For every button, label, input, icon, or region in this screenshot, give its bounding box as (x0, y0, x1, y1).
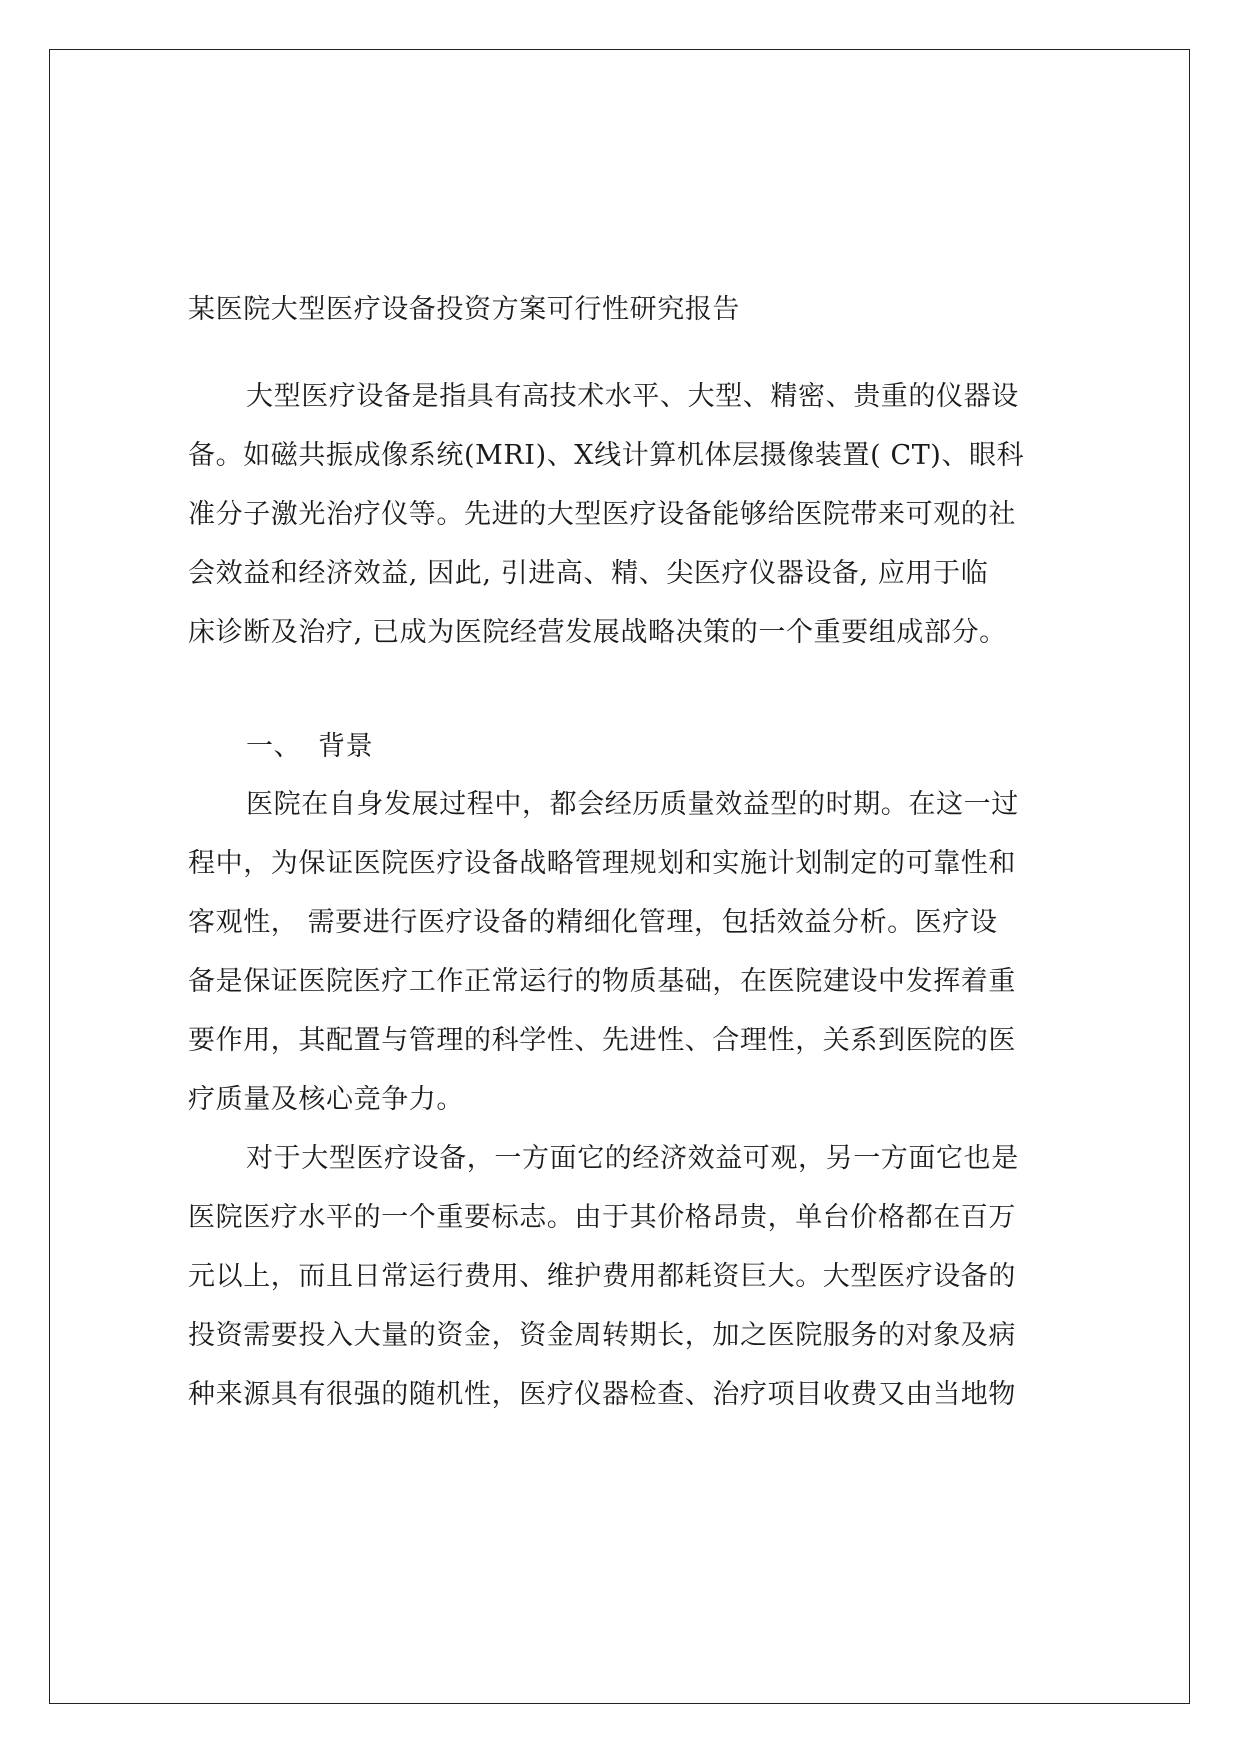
paragraph-line: 元以上，而且日常运行费用、维护费用都耗资巨大。大型医疗设备的 (188, 1261, 1016, 1292)
paragraph-line: 投资需要投入大量的资金，资金周转期长，加之医院服务的对象及病 (188, 1320, 1016, 1351)
paragraph-line: 要作用，其配置与管理的科学性、先进性、合理性，关系到医院的医 (188, 1025, 1016, 1056)
section-title: 背景 (318, 731, 374, 762)
paragraph-line: 大型医疗设备是指具有高技术水平、大型、精密、贵重的仪器设 (246, 381, 1019, 412)
paragraph-line: 床诊断及治疗, 已成为医院经营发展战略决策的一个重要组成部分。 (188, 617, 1007, 648)
paragraph-line: 会效益和经济效益, 因此, 引进高、精、尖医疗仪器设备, 应用于临 (188, 558, 989, 589)
paragraph-line: 医院在自身发展过程中，都会经历质量效益型的时期。在这一过 (246, 789, 1019, 820)
section-number: 一、 (246, 731, 302, 762)
paragraph-line: 医院医疗水平的一个重要标志。由于其价格昂贵，单台价格都在百万 (188, 1202, 1016, 1233)
paragraph-line: 备是保证医院医疗工作正常运行的物质基础，在医院建设中发挥着重 (188, 966, 1016, 997)
paragraph-line: 对于大型医疗设备，一方面它的经济效益可观，另一方面它也是 (246, 1143, 1019, 1174)
paragraph-line: 准分子激光治疗仪等。先进的大型医疗设备能够给医院带来可观的社 (188, 499, 1016, 530)
paragraph-line: 程中，为保证医院医疗设备战略管理规划和实施计划制定的可靠性和 (188, 848, 1016, 879)
paragraph-line: 客观性， 需要进行医疗设备的精细化管理，包括效益分析。医疗设 (188, 907, 998, 938)
paragraph-line: 疗质量及核心竞争力。 (188, 1084, 464, 1115)
paragraph-line: 备。如磁共振成像系统(MRI)、X线计算机体层摄像装置( CT)、眼科 (188, 440, 1025, 471)
document-title: 某医院大型医疗设备投资方案可行性研究报告 (188, 294, 740, 325)
paragraph-line: 种来源具有很强的随机性，医疗仪器检查、治疗项目收费又由当地物 (188, 1379, 1016, 1410)
